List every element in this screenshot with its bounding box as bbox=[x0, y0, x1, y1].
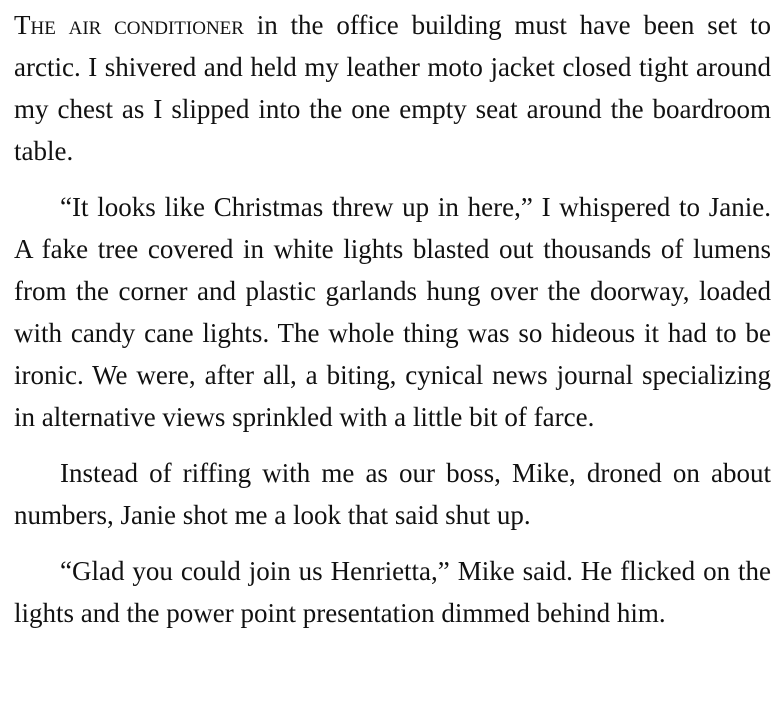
paragraph-3: Instead of riffing with me as our boss, Mike, droned on about numbers, Janie shot me a look that said shut up. bbox=[14, 458, 771, 530]
paragraph-1 bbox=[14, 4, 771, 172]
paragraph-1-lead-in: The air conditioner bbox=[14, 10, 244, 40]
paragraph-2: “It looks like Christmas threw up in here,” I whispered to Janie. A fake tree covered in white lights blasted out thousands of lumens from the corner and plastic garlands hung over the doorway, loaded with candy cane lights. The whole thing was so hideous it had to be ironic. We were, after all, a biting, cynical news journal specializing in alternative views sprinkled with a little bit of farce. bbox=[14, 192, 771, 432]
paragraph-1-text: in the office building must have been set to arctic. I shivered and held my leather moto jacket closed tight around my chest as I slipped into the one empty seat around the boardroom table. bbox=[14, 10, 771, 166]
paragraph-4: “Glad you could join us Henrietta,” Mike said. He flicked on the lights and the power point presentation dimmed behind him. bbox=[14, 556, 771, 628]
